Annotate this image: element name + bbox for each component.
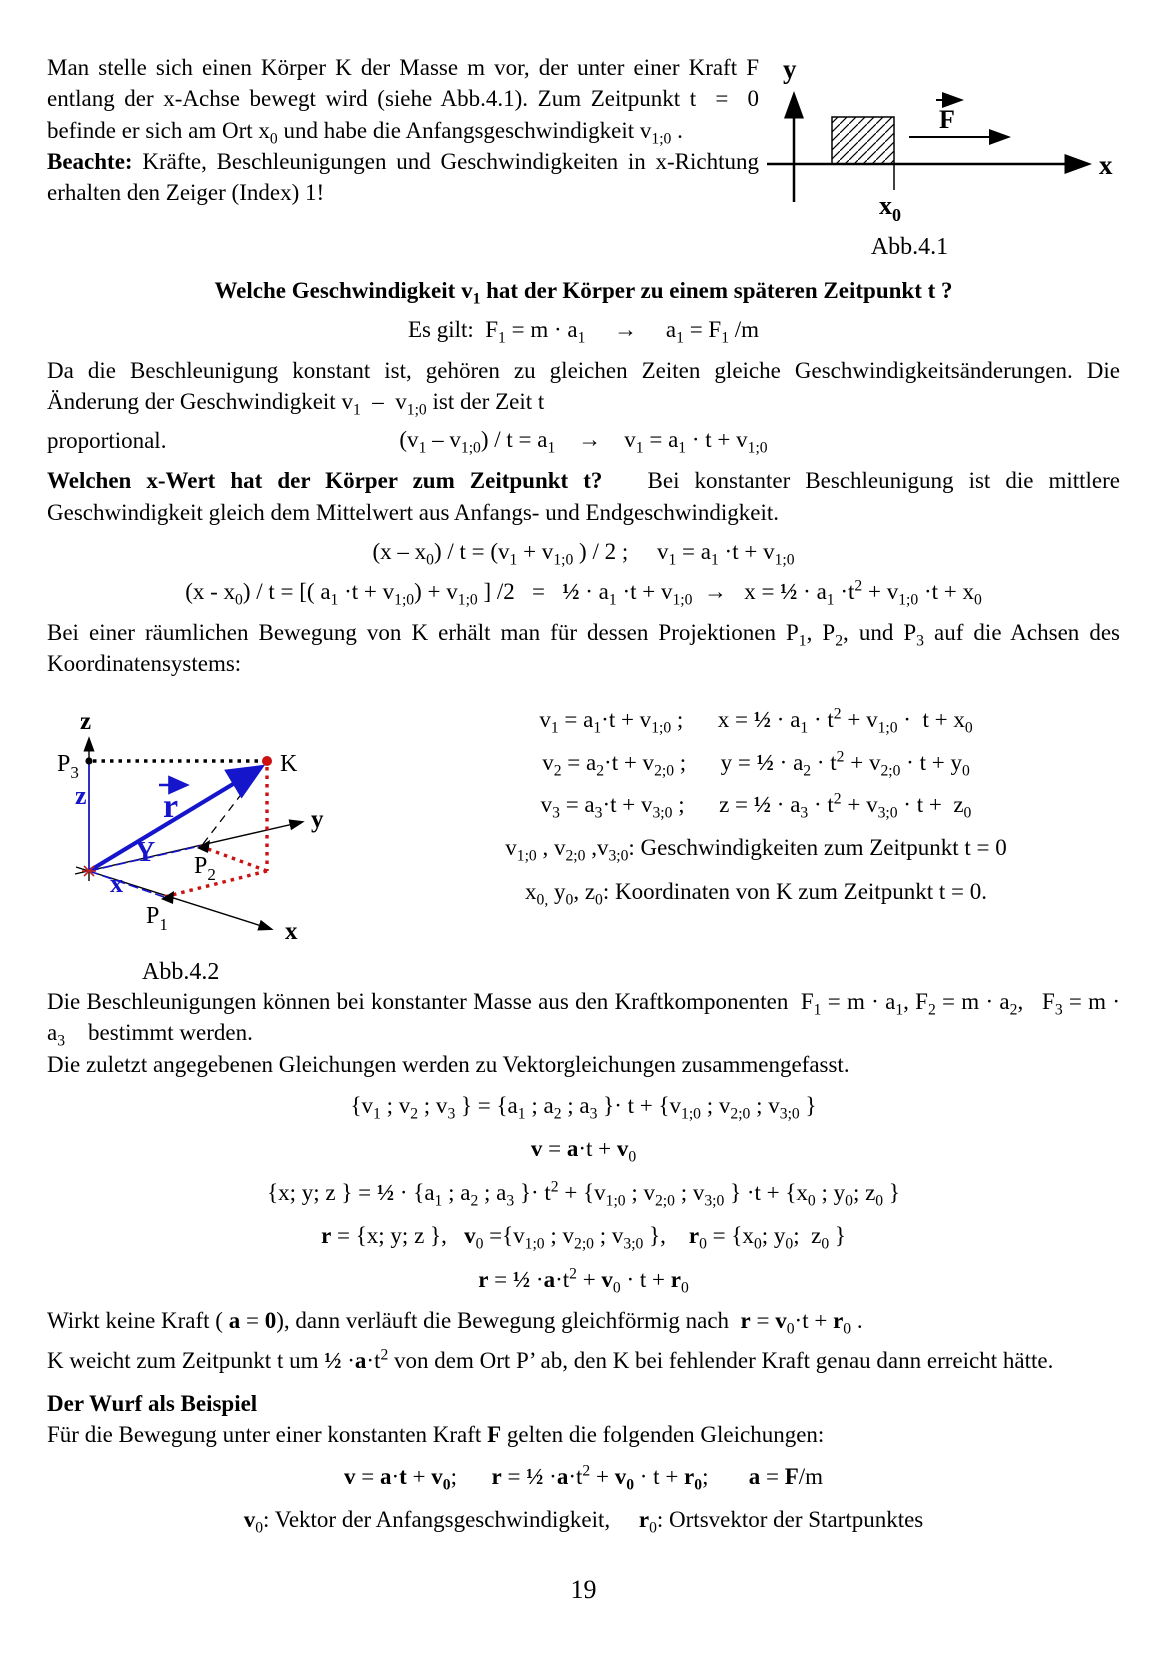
point-k-dot [262,756,272,766]
velocity-definition: $v_{1;0}$ , $v_{2;0}$ $,v_{3;0}$: Geschwindigkeiten zum Zeitpunkt t = 0 [505,835,1007,865]
formula-vector-xyz: {x; y; z } = ½ · {$a_1$ ; $a_2$ ; $a_3$ }· $t^2 + \{v_{1;0}$ ; $v_{2;0}$ ; $v_{3;0}$ } $\cdot t + \{x_0$ ; $y_0$; $z_0$ } [267,1178,900,1210]
intro-text [47,52,759,208]
paragraph-da: Da die Beschleunigung konstant ist, gehören zu gleichen Zeiten gleiche Geschwindigkeitsänderungen. Die Änderung der Geschwindigkeit $v_1 - v_{1;0}$ ist der Zeit t [47,357,1120,419]
x-axis-label: x [1099,150,1113,180]
formula-line: $v_3 = a_3\cdot t + v_{3;0}$ ; z = ½ · $a_3 \cdot t^2 + v_{3;0} \cdot t + z_0$ [540,790,972,822]
paragraph-abweichung: K weicht zum Zeitpunkt t um ½ $\cdot a\cdot t^2$ von dem Ort P’ ab, den K bei fehlender Kraft genau dann erreicht hätte. [47,1346,1054,1373]
formula-v1: $(v_1 - v_{1;0}) / t = a_1$ → $v_1 = a_1 \cdot t + v_{1;0}$ [399,427,768,457]
y-axis-label: y [311,806,324,834]
p1-label: $P_1$ [146,903,168,935]
wurf-paragraph: Für die Bewegung unter einer konstanten Kraft F gelten die folgenden Gleichungen: [47,1422,825,1448]
x0-label: $x_0$ [879,191,901,224]
force-diagram [759,52,1120,224]
k-label: K [280,751,298,778]
figure-4-1-caption: Abb.4.1 [870,234,949,260]
beachte-paragraph: Beachte: Kräfte, Beschleunigungen und Geschwindigkeiten in x-Richtung erhalten den Zeiger (Index) 1! [47,148,759,206]
wurf-heading: Der Wurf als Beispiel [47,1390,258,1416]
y-axis-label: y [783,54,797,84]
question-2-paragraph: Welchen x-Wert hat der Körper zum Zeitpunkt t? Bei konstanter Beschleunigung ist die mittlere Geschwindigkeit gleich dem Mittelwert aus Anfangs- und Endgeschwindigkeit. [47,468,1120,525]
y-component-label: Y [135,837,156,869]
p2-label: $P_2$ [194,853,216,885]
point-p1-marker [161,891,174,904]
paragraph-raeumlich: Bei einer räumlichen Bewegung von K erhält man für dessen Projektionen $P_1$, $P_2$, und $P_3$ auf die Achsen des Koordinatensystems: [47,619,1120,676]
projection-equations [392,689,1120,986]
formula-x1: $(x - x_0) / t = (v_1 + v_{1;0}$ ) / 2 ; $v_1 = a_1 \cdot t + v_{1;0}$ [372,538,795,569]
z-component-label: z [75,781,87,811]
body-k-box [832,117,894,164]
point-p3-dot [85,758,92,765]
figure-4-2-caption: Abb.4.2 [142,959,220,986]
x-component-label: x [110,869,123,899]
intro-section [47,52,1120,261]
figure-4-2-section [47,689,1120,986]
question-1-heading: Welche Geschwindigkeit $v_1$ hat der Körper zu einem späteren Zeitpunkt t ? [214,278,953,308]
z-axis-label: z [80,708,92,736]
vector-definitions: $v_0$: Vektor der Anfangsgeschwindigkeit, $r_0$: Ortsvektor der Startpunktes [243,1507,924,1537]
formula-vector-v: {$v_1$ ; $v_2$ ; $v_3$ } = {$a_1$ ; $a_2$ ; $a_3$ }· $t + \{v_{1;0}$ ; $v_{2;0}$ ; $v_{3;0}$ } [350,1092,817,1123]
x-axis-label: x [285,918,298,946]
formula-esgilt: Es gilt: $F_1 = m \cdot a_1$ → $a_1 = F_1$ /m [407,317,760,347]
formula-wurf: $v = a\cdot t + v_0$; r = ½ $\cdot a\cdot t^2 + v_0 \cdot t + r_0$; a = F/m [343,1461,824,1494]
formula-x2: $(x - x_0)$ / t = [( $a_1 \cdot t + v_{1;0}) + v_{1;0}$ ] /2 = ½ · $a_1 \cdot t + v_{1;0} \to x$ = ½ · $a_1 \cdot t^2 + v_{1;0} \cdot t + x_0$ [185,577,982,609]
coordinate-definition: $x_{0,}$ $y_0$, $z_0$: Koordinaten von K zum Zeitpunkt t = 0. [525,878,987,909]
paragraph-zuletzt: Die zuletzt angegebenen Gleichungen werden zu Vektorgleichungen zusammengefasst. [47,1051,850,1077]
figure-4-2 [47,689,392,986]
figure-4-1 [759,52,1120,261]
formula-r-defs: r = {x; y; z }, $v_0 =\{v_{1;0}$ ; $v_{2;0}$ ; $v_{3;0}$ }, $r_0 = \{x_0$; $y_0$; $z_0$ } [321,1223,846,1254]
intro-paragraph: Man stelle sich einen Körper K der Masse m vor, der unter einer Kraft F entlang der x-Achse bewegt wird (siehe Abb.4.1). Zum Zeitpunkt t = 0 befinde er sich am Ort $x_0$ und habe die Anfangsgeschwindigkeit $v_{1;0}$ . [47,55,759,148]
coordinate-system-diagram [47,689,392,951]
proportional-line [47,424,1120,455]
formula-v-bold: $v = a\cdot t + v_0$ [530,1136,637,1167]
f-label: F [939,105,955,134]
r-vector-label: r [163,788,179,826]
proportional-label: proportional. [47,428,167,454]
paragraph-keine-kraft: Wirkt keine Kraft ( a = 0), dann verläuft die Bewegung gleichförmig nach $r = v_0\cdot t + r_0$ . [47,1308,863,1339]
formula-line: $v_2 = a_2\cdot t + v_{2;0}$ ; y = ½ · $a_2 \cdot t^2 + v_{2;0} \cdot t + y_0$ [542,747,970,780]
formula-r-bold: r = ½ $\cdot a\cdot t^2 + v_0 \cdot t + r_0$ [478,1265,689,1297]
formula-line: $v_1 = a_1\cdot t + v_{1;0}$ ; x = ½ · $a_1 \cdot t^2 + v_{1;0} \cdot t + x_0$ [539,705,973,737]
paragraph-beschleunigungen: Die Beschleunigungen können bei konstanter Masse aus den Kraftkomponenten $F_1 = m \cdot a_1$, $F_2 = m \cdot a_2$, $F_3 = m \cdot a_3$ bestimmt werden. [47,989,1120,1051]
page-number: 19 [570,1574,597,1604]
p3-label: $P_3$ [57,751,79,783]
